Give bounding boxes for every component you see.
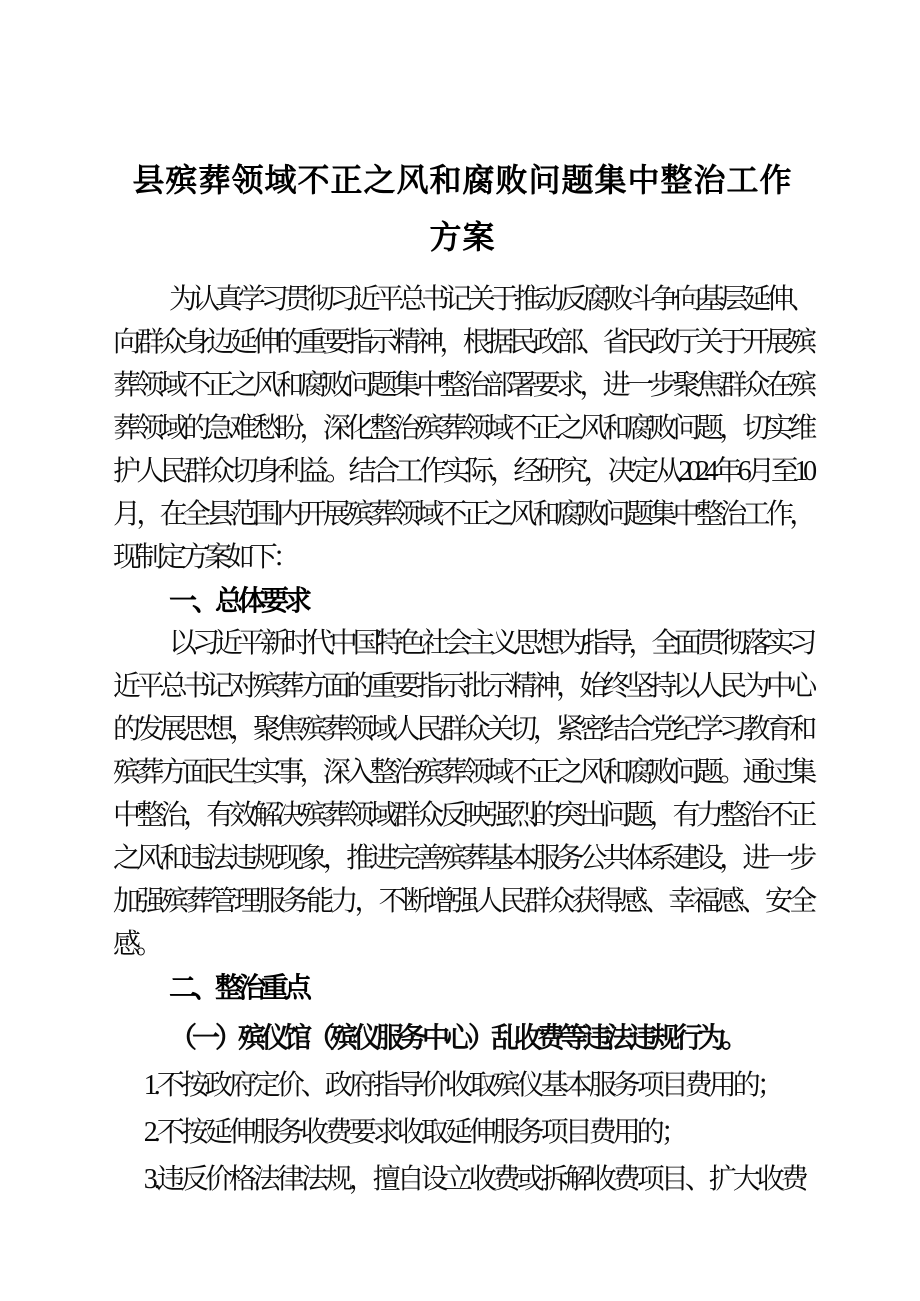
section-body-overall-requirements: 以习近平新时代中国特色社会主义思想为指导，全面贯彻落实习近平总书记对殡葬方面的重要指示批示精神，始终坚持以人民为中心的发展思想，聚焦殡葬领域人民群众关切，紧密结合党纪学习教育和殡葬方面民生实事，深入整治殡葬领域不正之风和腐败问题。通过集中整治，有效解决殡葬领域群众反映强烈的突出问题，有力整治不正之风和违法违规现象，推进完善殡葬基本服务公共体系建设，进一步加强殡葬管理服务能力，不断增强人民群众获得感、幸福感、安全感。	[113, 628, 812, 960]
list-item: 2.不按延伸服务收费要求收取延伸服务项目费用的；	[143, 1117, 685, 1148]
list-item: 3.违反价格法律法规，擅自设立收费或拆解收费项目、扩大收费	[143, 1164, 805, 1195]
section-heading-rectification-focus: 二、整治重点	[169, 972, 308, 1003]
intro-paragraph: 为认真学习贯彻习近平总书记关于推动反腐败斗争向基层延伸、向群众身边延伸的重要指示精神，根据民政部、省民政厅关于开展殡葬领域不正之风和腐败问题集中整治部署要求，进一步聚焦群众在殡葬领域的急难愁盼，深化整治殡葬领域不正之风和腐败问题，切实维护人民群众切身利益。结合工作实际，经研究，决定从2024年6月至10月，在全县范围内开展殡葬领域不正之风和腐败问题集中整治工作，现制定方案如下：	[113, 284, 812, 573]
list-item: 1.不按政府定价、政府指导价收取殡仪基本服务项目费用的；	[143, 1070, 781, 1101]
document-title: 县殡葬领域不正之风和腐败问题集中整治工作方案	[132, 162, 793, 255]
subsection-heading-funeral-home-violations: （一）殡仪馆（殡仪服务中心）乱收费等违法违规行为。	[169, 1023, 745, 1054]
section-heading-overall-requirements: 一、总体要求	[169, 585, 308, 616]
